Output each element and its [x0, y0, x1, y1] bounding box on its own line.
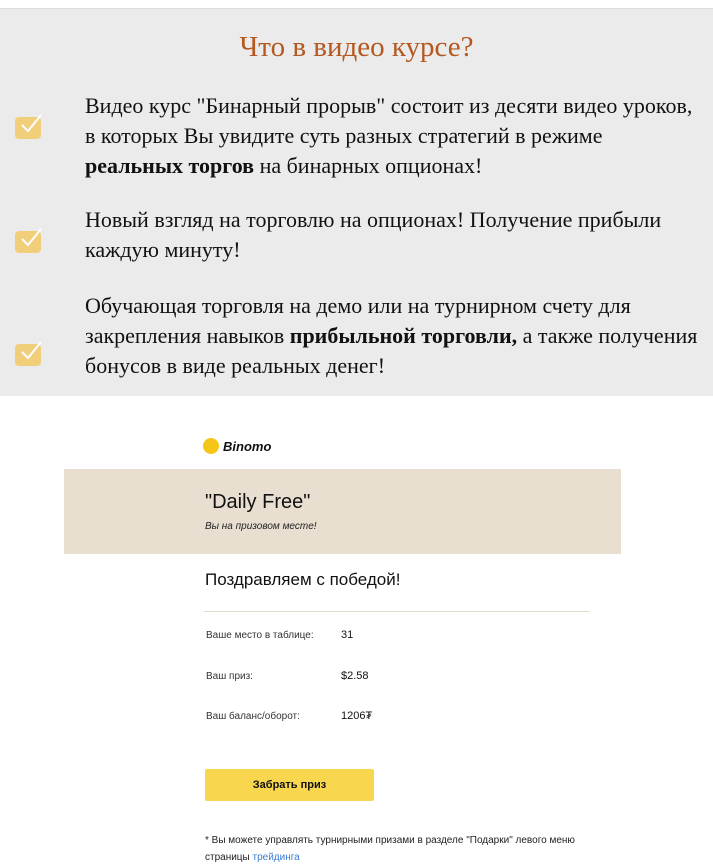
prize-value: $2.58	[341, 670, 369, 682]
feature-text: Видео курс "Бинарный прорыв" состоит из десяти видео уроков, в которых Вы увидите суть разных стратегий в режиме	[85, 93, 693, 148]
rank-label: Ваше место в таблице:	[206, 630, 314, 641]
balance-label: Ваш баланс/оборот:	[206, 711, 300, 722]
feature-bold: реальных торгов	[85, 153, 255, 178]
prize-label: Ваш приз:	[206, 671, 253, 682]
feature-text: Новый взгляд на торговлю на опционах! Получение прибыли каждую минуту!	[85, 207, 662, 262]
tournament-name: "Daily Free"	[205, 491, 311, 513]
trading-link[interactable]: трейдинга	[252, 852, 300, 863]
checkbox-icon	[15, 231, 41, 253]
section-title: Что в видео курсе?	[239, 31, 474, 63]
feature-item	[85, 205, 705, 265]
binomo-logo	[203, 438, 271, 454]
binomo-logo-icon	[203, 438, 219, 454]
feature-item	[85, 291, 705, 381]
footnote	[205, 832, 605, 866]
feature-bold: прибыльной торговли,	[289, 323, 518, 348]
footnote-text: * Вы можете управлять турнирными призами в разделе "Подарки" левого меню страницы	[205, 835, 575, 863]
course-features-section	[0, 8, 713, 396]
feature-text: а также получения бонусов в виде реальных денег!	[85, 323, 698, 378]
divider	[204, 611, 590, 612]
checkbox-icon	[15, 117, 41, 139]
brand-name: Binomo	[223, 438, 272, 454]
tournament-banner	[64, 469, 621, 554]
feature-text: на бинарных опционах!	[254, 153, 483, 178]
rank-value: 31	[341, 629, 354, 641]
claim-prize-button[interactable]: Забрать приз	[205, 769, 374, 801]
tournament-subtitle: Вы на призовом месте!	[205, 521, 317, 532]
congrats-heading: Поздравляем с победой!	[205, 570, 401, 589]
balance-value: 1206₮	[341, 710, 373, 722]
feature-item	[85, 91, 705, 181]
checkbox-icon	[15, 344, 41, 366]
feature-text: Обучающая торговля на демо или на турнирном счету для закрепления навыков	[85, 293, 631, 348]
